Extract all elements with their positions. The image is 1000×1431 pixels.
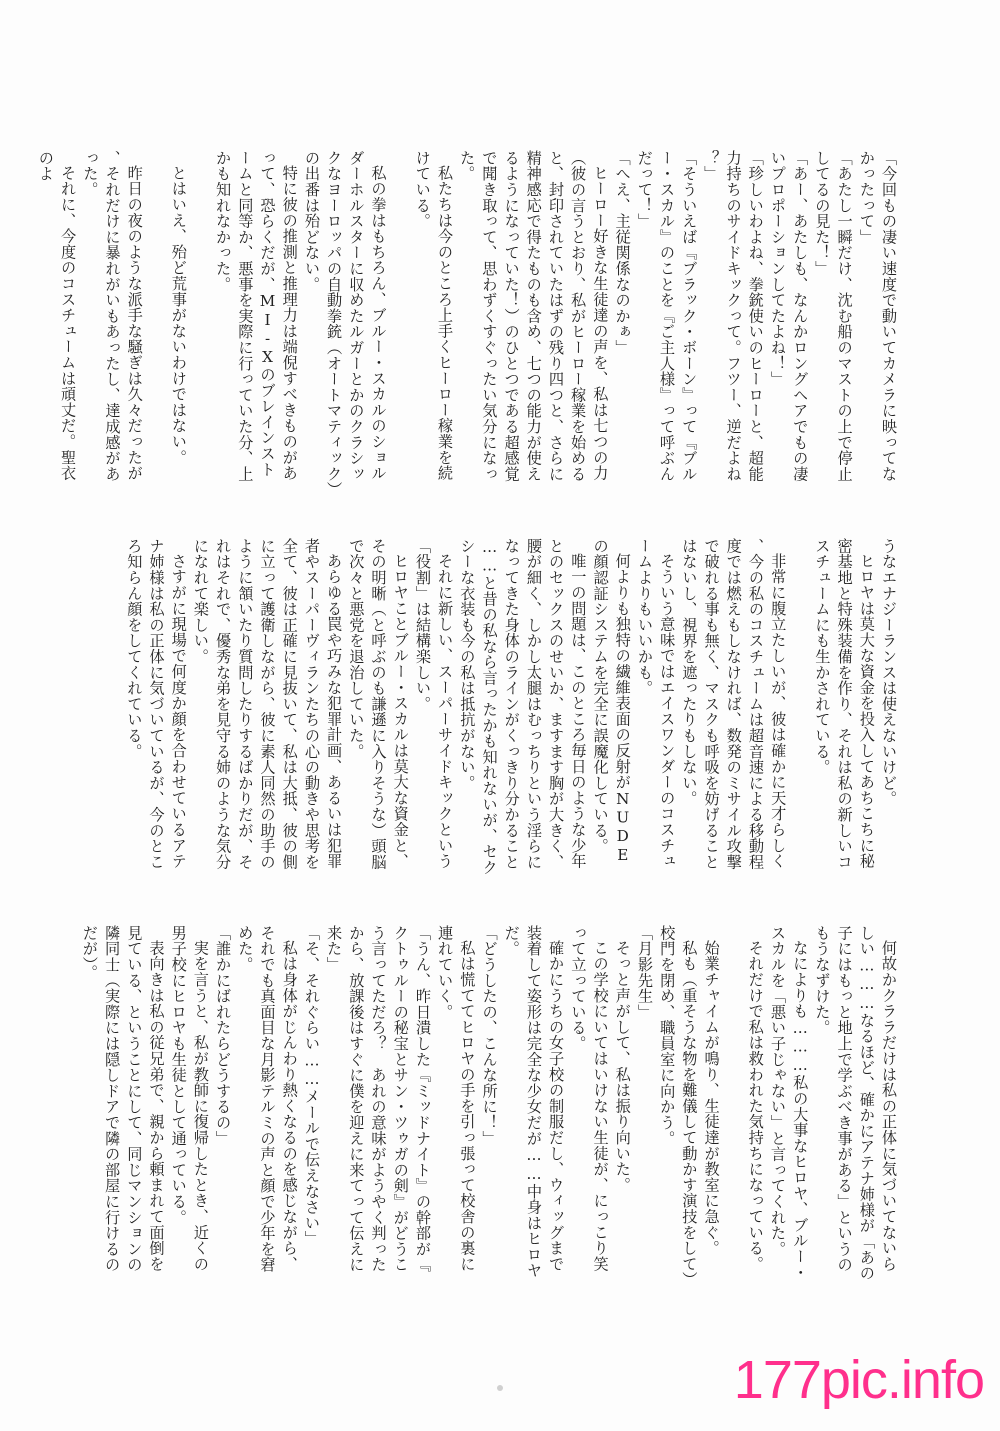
paragraph: あらゆる罠や巧みな犯罪計画、あるいは犯罪者やスーパーヴィランたちの心の動きや思考を全て、彼は正確に見抜いて、私は大抵、彼の側に立って護衛しながら、彼に素人同然の助手のように頷いたり質問したりするばかりだが、それはそれで、優秀な弟を見守る姉のような気分になれて楽しい。	[191, 538, 344, 870]
text-block-middle	[108, 538, 900, 878]
paragraph: 私たちは今のところ上手くヒーロー稼業を続けている。	[413, 150, 454, 482]
paragraph: 唯一の問題は、このところ毎日のような少年とのセックスのせいか、ますます胸が大きく、腰が細く、しかし太腿はむっちりという淫らになってきた身体のラインがくっきり分かること……と昔の私なら言ったかも知れないが、セクシーな衣装も今の私は抵抗がない。	[458, 538, 588, 876]
paragraph	[789, 538, 811, 878]
paragraph: 実を言うと、私が教師に復帰したとき、近くの男子校にヒロヤも生徒として通っている。	[169, 925, 210, 1272]
text-block-bottom	[80, 925, 900, 1285]
paragraph: この学校にいてはいけない生徒が、にっこり笑って立っている。	[569, 925, 610, 1272]
paragraph	[390, 150, 412, 490]
paragraph: 私は身体がじんわり熱くなるのを感じながら、それでも真面目な月影テルミの声と顔で少年を窘めた。	[236, 925, 299, 1273]
paragraph: 「そ、それぐらい……メールで伝えなさい」	[302, 925, 321, 1247]
vertical-text-middle	[108, 538, 900, 878]
paragraph: 何故かクララだけは私の正体に気づいてないらしい………なるほど、確かにアテナ姉様が「あの子にはもっと地上で学ぶべき事がある」というのもうなずけた。	[813, 925, 898, 1281]
paragraph: 始業チャイムが鳴り、生徒達が教室に急ぐ。	[702, 940, 721, 1257]
text-block-top	[36, 150, 900, 490]
paragraph: 「珍しいわよね、拳銃使いのヒーローと、超能力持ちのサイドキックって。フツー、逆だよね？」	[702, 150, 765, 482]
vertical-text-bottom	[80, 925, 900, 1285]
paragraph: 「あたし一瞬だけ、沈む船のマストの上で停止してるの見た！」	[813, 150, 854, 482]
paragraph: そっと声がして、私は振り向いた。	[613, 940, 632, 1193]
paragraph: ヒロヤことブルー・スカルは莫大な資金と、その明晰（と呼ぶのも謙遜に入りそうな）頭脳で次々と悪党を退治していた。	[347, 538, 410, 870]
paragraph: 私は慌ててヒロヤの手を引っ張って校舎の裏に連れていく。	[436, 925, 477, 1272]
paragraph: 私も（重そうな物を難儀して動かす演技をして）校門を閉め、職員室に向かう。	[658, 925, 699, 1281]
paragraph	[723, 925, 745, 1285]
paragraph: ヒーロー好きな生徒達の声を、私は七つの力（彼の言うとおり、私がヒーロー稼業を始めると、封印されていたはずの残り四つと、さらに精神感応で得たものも含め、七つの能力が使えるようになっていた！）のひとつである超感覚で聞き取って、思わずくすぐったい気分になった。	[458, 150, 610, 482]
paragraph: 特に彼の推測と推理力は端倪すべきものがあって、恐らくだが、MI-Xのブレインストームと同等か、悪事を実際に行っていた分、上かも知れなかった。	[214, 150, 299, 482]
paragraph: 表向きは私の従兄弟で、親から頼まれて面倒を見ている、ということにして、同じマンションの隣同士（実際には隠しドアで隣の部屋に行けるのだが）。	[80, 925, 166, 1273]
vertical-text-top	[36, 150, 900, 490]
paragraph: それに新しい、スーパーサイドキックという「役割」は結構楽しい。	[413, 538, 455, 870]
paragraph: 「どうしたの、こんな所に！」	[480, 925, 499, 1147]
paragraph: 「今回もの凄い速度で動いてカメラに映ってなかったって」	[857, 150, 898, 482]
paragraph: 「月影先生」	[635, 925, 654, 1020]
paragraph: ヒロヤは莫大な資金を投入してあちこちに秘密基地と特殊装備を作り、それは私の新しいコスチュームにも生かされている。	[813, 538, 876, 870]
paragraph: それに、今度のコスチュームは頑丈だ。聖衣のよ	[36, 150, 78, 482]
paragraph: うなエナジーランスは使えないけど。	[880, 538, 898, 807]
paragraph: 私の拳はもちろん、ブルー・スカルのショルダーホルスターに収めたルガーとかのクラシックなヨーロッパの自動拳銃（オートマティック）の出番は殆どない。	[302, 150, 388, 490]
paragraph: 「そういえば『ブラック・ボーン』って『ブルー・スカル』のことを『ご主人様』って呼ぶんだって！」	[635, 150, 699, 482]
paragraph: それだけで私は救われた気持ちになっている。	[746, 940, 765, 1272]
watermark: 177pic.info	[733, 1350, 984, 1410]
paragraph: 「へえ、主従関係なのかぁ」	[613, 150, 632, 356]
paragraph: さすがに現場で何度か顔を合わせているアテナ姉様は私の正体に気づいているが、今のところ知らん顔をしてくれている。	[125, 538, 188, 870]
paragraph: とはいえ、殆ど荒事がないわけではない。	[169, 165, 188, 466]
paragraph: そういう意味ではエイスワンダーのコスチュームよりもいいかも。	[635, 538, 677, 870]
paragraph: 確かにうちの女子校の制服だし、ウィッグまで装着して姿形は完全な少女だが……中身はヒロヤだ。	[502, 925, 566, 1279]
paragraph: なによりも………私の大事なヒロヤ、ブルー・スカルを「悪い子じゃない」と言ってくれた。	[768, 925, 810, 1281]
paragraph	[146, 150, 168, 490]
paragraph: 非常に腹立たしいが、彼は確かに天才らしく、今の私のコスチュームは超音速による移動程度では燃えもしなければ、数発のミサイル攻撃で破れる事も無く、マスクも呼吸を妨げることはないし、視界を遮ったりもしない。	[680, 538, 788, 870]
paragraph	[190, 150, 212, 490]
paragraph: 「誰かにばれたらどうするの」	[214, 925, 233, 1147]
paragraph: 昨日の夜のような派手な騒ぎは久々だったが、それだけに暴れがいもあったし、達成感があった。	[81, 150, 144, 482]
paragraph: 何よりも独特の繊維表面の反射がNUDEの顔認証システムを完全に誤魔化している。	[591, 538, 632, 865]
paragraph: 「うん、昨日潰した『ミッドナイト』の幹部が『クトゥルーの秘宝とサン・ツゥガの剣』がどうこう言ってただろ？ あれの意味がようやく判ったから、放課後はすぐに僕を迎えに来てって伝えに来た」	[325, 925, 432, 1273]
paragraph: 「あー、あたしも、なんかロングヘアでもの凄いプロポーションしてたよね！」	[768, 150, 810, 482]
page-center-mark	[497, 1385, 503, 1391]
